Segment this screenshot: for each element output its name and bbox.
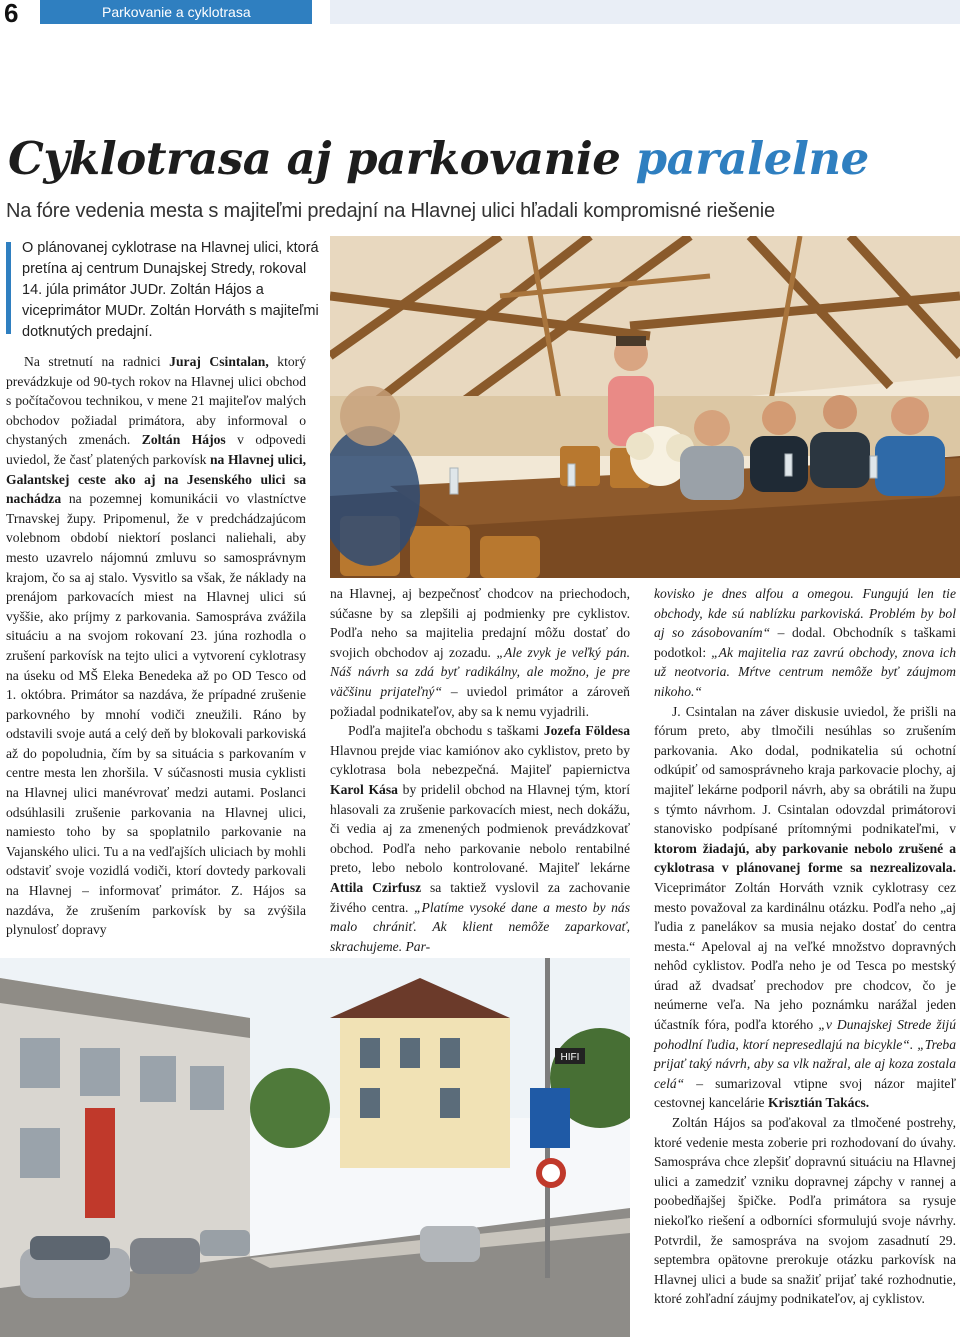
name-bold: Krisztián Takács. (767, 1095, 870, 1111)
header-band (330, 0, 960, 24)
text-span: – uviedol primátor a zároveň požiadal podnikateľov, aby sa k nemu vyjadrili. (330, 683, 630, 719)
text-span: Na stretnutí na radnici (24, 354, 170, 369)
article-subtitle: Na fóre vedenia mesta s majiteľmi predajní na Hlavnej ulici hľadali kompromisné riešenie (6, 200, 775, 222)
article-column-3 (654, 584, 956, 1309)
section-label: Parkovanie a cyklotrasa (102, 4, 251, 20)
title-main: Cyklotrasa aj parkovanie (8, 132, 636, 185)
highlight-bold: ktorom žiadajú, aby parkovanie nebolo zrušené a cyklotrasa v plánovanej forme sa nezrealizovala. (654, 840, 956, 876)
text-span: by pridelil obchod na Hlavnej tým, ktorí hlasovali za zrušenie parkovacích miest, nech dokážu, či vedia aj za zmenených podmienok prevádzkovať obchod. Podľa neho parkovanie nebolo rentabilné preto, lebo nebolo kontrolované. Majiteľ lekárne (330, 781, 630, 876)
street-sign-text: HIFI (560, 1052, 580, 1063)
text-span: v odpovedi uviedol, že časť platených parkovísk (6, 432, 306, 467)
article-lead (22, 238, 322, 343)
quote-italic: kovisko je dnes alfou a omegou. Fungujú len tie obchody, kde sú nablízku parkoviská. Problém by bol aj so zásobovaním“ (654, 586, 956, 641)
lead-accent-bar (6, 242, 11, 334)
text-span: Viceprimátor Zoltán Horváth vznik cyklotrasy cez mesto považoval za kardinálnu otázku. Podľa neho „aj ľudia z panelákov sa musia nejako dostať do centra mesta.“ Apeloval aj na veľké množstvo dopravných nehôd cyklistov. Podľa neho je od Tesca po mestský úrad až dvadsať prechodov pre chodcov, čo je neúmerne veľa. Na jeho poznámku narážal jeden účastník fóra, podľa ktorého (654, 879, 956, 1033)
street-photo (0, 958, 630, 1337)
text-span: na pozemnej komunikácii vo vlastníctve Trnavskej župy. Pripomenul, že v predchádzajúcom volebnom období niektorí poslanci naliehali, aby mesto uzavrelo nájomnú zmluvu so samosprávnym krajom, čo sa aj stalo. Vysvitlo sa však, že náklady na prenájom parkovacích miest na Hlavnej ulici sú vyššie, ako príjmy z parkovania. Samospráva zvážila situáciu a na svojom rokovaní 23. júna rozhodla o zrušení parkovísk na tejto ulici a vytvorení cyklotrasy na úseku od MŠ Eleka Benedeka až po OD Tesco od 1. októbra. Primátor sa nazdáva, že prípadné zrušenie parkovného by mnohí vodiči zneužili. Ráno by odstavili svoje autá a celý deň by blokovali parkoviská až do popoludnia, čím by sa situácia s parkovaním v centre mesta len zhoršila. V súčasnosti musia cyklisti na Hlavnej ulici manévrovať medzi autami. Poslanci odsúhlasili zrušenie parkovania na Hlavnej ulici, namiesto toho by sa spoplatnilo parkovanie na Vajanského ulici. Tu a na vedľajších uliciach by mohli odstaviť svoje vozidlá vodiči, ktorí dovtedy parkovali na Hlavnej – informovať primátor. Z. Hájos sa nazdáva, že zrušením parkovísk by sa zvýšila plynulosť dopravy (6, 491, 306, 938)
text-span: sa taktiež vyslovil za zachovanie živého centra. (330, 879, 630, 915)
text-span: na Hlavnej, aj bezpečnosť chodcov na priechodoch, súčasne by sa zlepšili aj podmienky pre cyklistov. Podľa neho sa majitelia predajní môžu dostať do svojich obchodov aj zozadu. (330, 586, 630, 660)
name-bold: Juraj Csintalan, (169, 354, 269, 369)
text-span: J. Csintalan na záver diskusie uviedol, že prišli na fórum preto, aby tlmočili nesúhlas so zrušením parkovania. Ako dodal, podnikatelia sú ochotní odkúpiť od samosprávneho kraja parkovacie plochy, aj majiteľ lekárne podporil návrh, aby sa obrátili na župu s týmto návrhom. J. Csintalan odovzdal primátorovi stanovisko podpísané prítomnými podnikateľmi, v (654, 703, 956, 837)
quote-italic: „Ale zvyk je veľký pán. Náš návrh sa zdá byť radikálny, ale možno, je pre väčšinu prijateľný“ (330, 644, 630, 699)
name-bold: Attila Czirfusz (330, 879, 422, 895)
lead-text: O plánovanej cyklotrase na Hlavnej ulici, ktorá pretína aj centrum Dunajskej Stredy, rokoval 14. júla primátor JUDr. Zoltán Hájos a viceprimátor MUDr. Zoltán Horváth s majiteľmi dotknutých predajní. (22, 240, 319, 340)
article-column-1 (6, 352, 306, 940)
text-span: – dodal. Obchodník s taškami podotkol: (654, 625, 956, 660)
column-3-paragraph-2 (654, 702, 956, 1113)
name-bold: Jozefa Földesa (543, 723, 630, 739)
column-3-paragraph-3: Zoltán Hájos sa poďakoval za tlmočené postrehy, ktoré vedenie mesta zoberie pri rozhodovaní do úvahy. Samospráva chce zlepšiť dopravnú situáciu na Hlavnej ulici a zamedziť vzniku dopravnej zápchy v rannej a poobedňajšej špičke. Podľa primátora sa rysuje niekoľko riešení a odborníci sformulujú svoje návrhy. Potvrdil, že samospráva na svojom zasadnutí 29. septembra opätovne prerokuje otázku parkovísk na Hlavnej ulici a bude sa snažiť prijať také rozhodnutie, ktoré zohľadní záujmy podnikateľov, aj cyklistov. (654, 1115, 956, 1307)
article-title (8, 128, 958, 190)
column-1-paragraph (6, 352, 306, 940)
text-span: – sumarizoval vtipne svoj názor majiteľ cestovnej kancelárie (654, 1075, 956, 1111)
highlight-bold: na Hlavnej ulici, Galantskej ceste ako aj na Jesenského ulici sa nachádza (6, 451, 306, 507)
text-span: Hlavnou prejde viac kamiónov ako cyklistov, preto by cyklotrasa bola nebezpečná. Majiteľ papiernictva (330, 742, 630, 778)
quote-italic: „Ak majitelia raz zavrú obchody, znova ich už neotvoria. Mŕtve centrum nemôže byť záujmom nikoho.“ (654, 644, 956, 699)
text-span: Podľa majiteľa obchodu s taškami (348, 723, 544, 739)
quote-italic: „v Dunajskej Strede žijú pohodlní ľudia, ktorí nepresedlajú na bicykle“. „Treba prijať taký návrh, aby sa vlk nažral, ale aj koza zostala celá“ (654, 1017, 956, 1091)
meeting-photo-illustration (330, 236, 960, 578)
page-number: 6 (4, 0, 19, 28)
column-2-paragraph-2 (330, 721, 630, 956)
quote-italic: „Platíme vysoké dane a mesto by nás malo chrániť. Ak klient nemôže zaparkovať, skrachujeme. Par- (330, 899, 630, 954)
title-accent: paralelne (635, 132, 869, 185)
column-2-paragraph-1 (330, 584, 630, 721)
meeting-photo (330, 236, 960, 578)
column-3-paragraph-1 (654, 584, 956, 702)
text-span: ktorý prevádzkuje od 90-tych rokov na Hlavnej ulici obchod s počítačovou technikou, v mene 21 majiteľov malých obchodov požiadal primátora, aby informoval o chystaných zmenách. (6, 354, 306, 448)
article-column-2 (330, 584, 630, 956)
name-bold: Karol Kása (330, 781, 398, 797)
section-header (40, 0, 312, 24)
street-photo-illustration (0, 958, 630, 1337)
name-bold: Zoltán Hájos (141, 432, 226, 448)
